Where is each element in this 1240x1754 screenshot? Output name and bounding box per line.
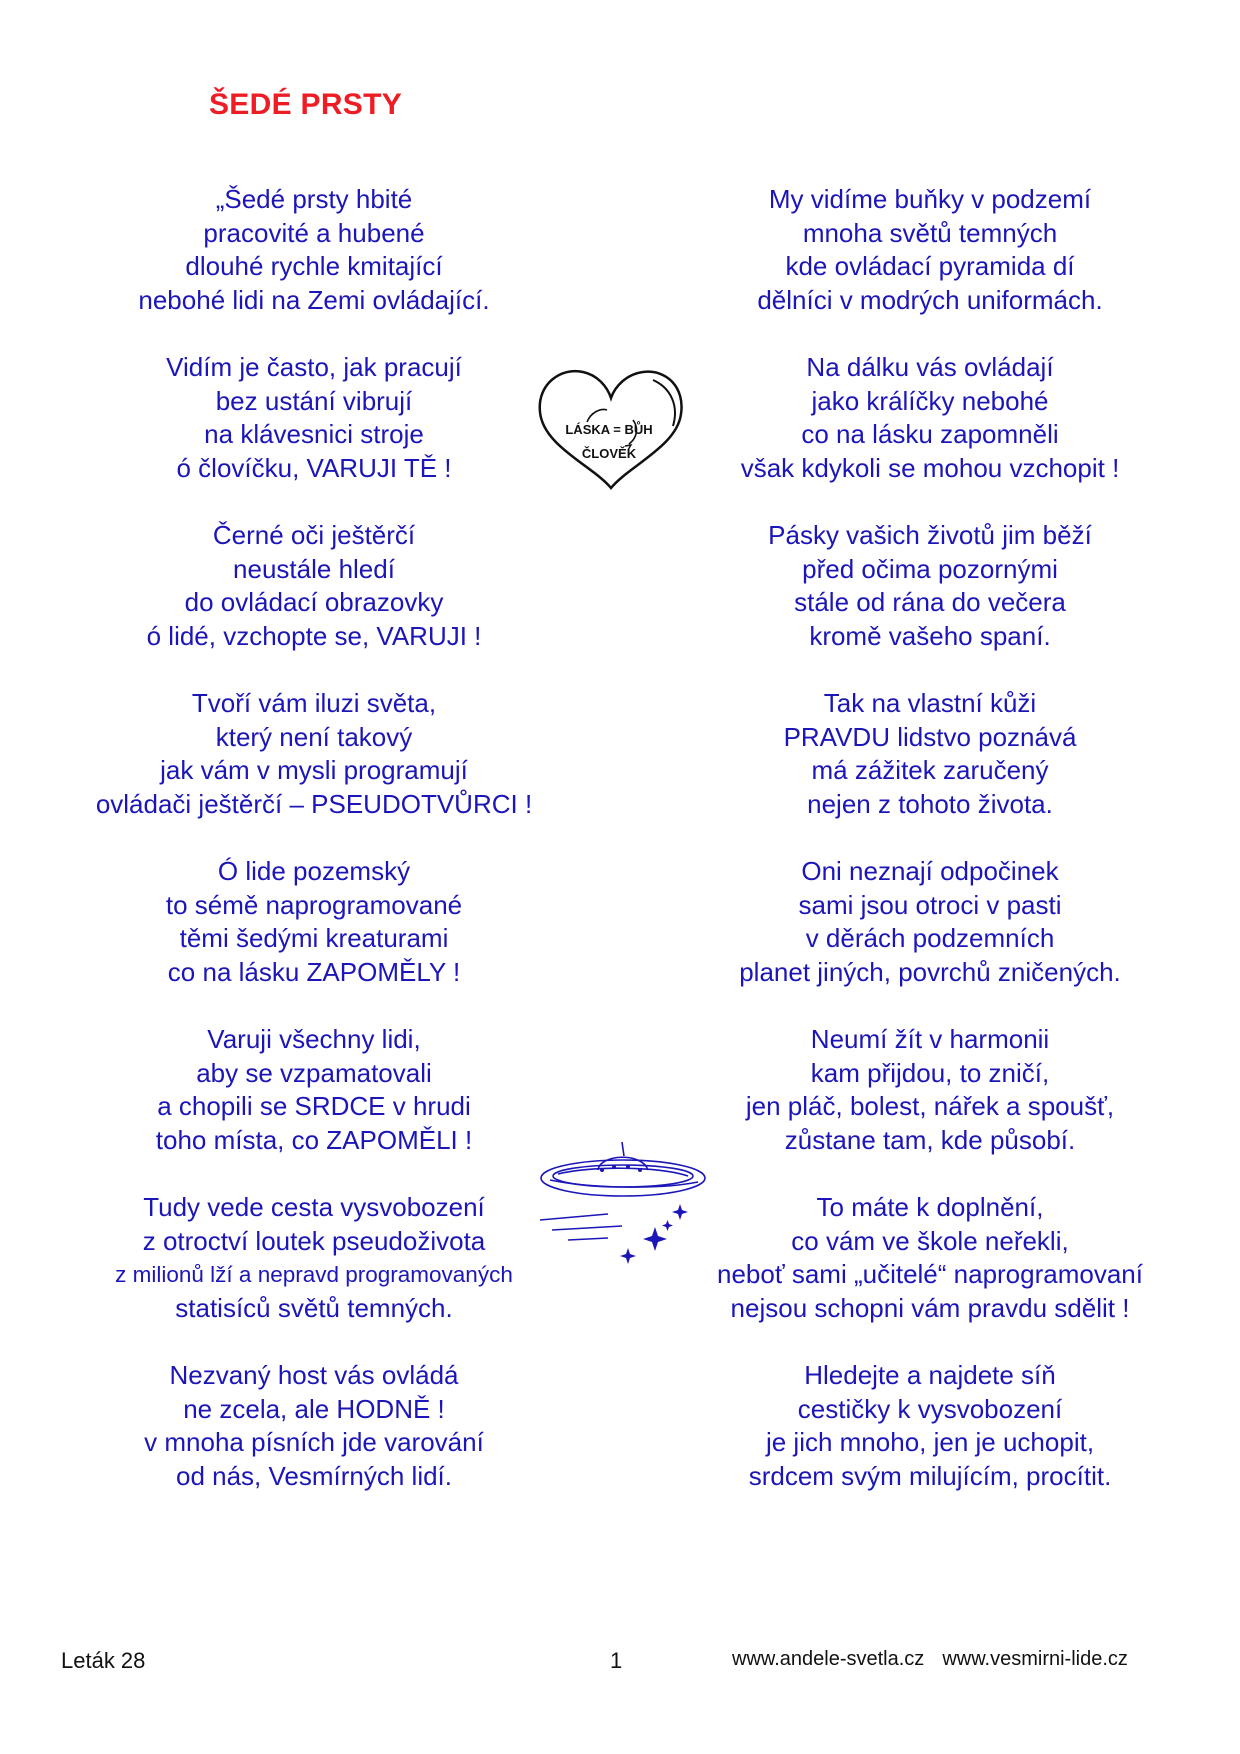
poem-line: zůstane tam, kde působí. bbox=[784, 1124, 1076, 1155]
poem-line: je jich mnoho, jen je uchopit, bbox=[765, 1427, 1095, 1457]
heart-badge-top: LÁSKA = BŮH bbox=[565, 422, 653, 437]
page-number: 1 bbox=[610, 1648, 623, 1673]
poem-line: statisíců světů temných. bbox=[175, 1292, 453, 1323]
poem-left-column bbox=[64, 183, 564, 1527]
poem-line: Černé oči ještěrčí bbox=[212, 520, 416, 550]
heart-icon bbox=[535, 362, 687, 492]
poem-line: Neumí žít v harmonii bbox=[810, 1024, 1050, 1054]
poem-line: Varuji všechny lidi, bbox=[207, 1024, 421, 1054]
poem-line: „Šedé prsty hbité bbox=[215, 184, 413, 214]
stanza bbox=[680, 183, 1180, 351]
poem-line: Oni neznají odpočinek bbox=[801, 856, 1059, 886]
poem-line: před očima pozornými bbox=[802, 553, 1058, 584]
heart-badge-bottom: ČLOVĚK bbox=[581, 446, 637, 461]
poem-line: neustále hledí bbox=[233, 553, 395, 584]
stanza bbox=[64, 1359, 564, 1527]
stanza bbox=[64, 351, 564, 519]
poem-line: Hledejte a najdete síň bbox=[804, 1360, 1056, 1390]
poem-line: to sémě naprogramované bbox=[165, 889, 463, 920]
poem-line: nejen z tohoto života. bbox=[807, 788, 1053, 819]
poem-line: cestičky k vysvobození bbox=[797, 1393, 1063, 1424]
leaflet-number: Leták 28 bbox=[61, 1648, 146, 1673]
poem-line: Pásky vašich životů jim běží bbox=[768, 520, 1092, 550]
poem-line: stále od rána do večera bbox=[794, 587, 1066, 617]
poem-line: jen pláč, bolest, nářek a spoušť, bbox=[745, 1091, 1115, 1121]
poem-line: Tak na vlastní kůži bbox=[823, 688, 1037, 718]
poem-line: mnoha světů temných bbox=[802, 217, 1058, 248]
poem-line: a chopili se SRDCE v hrudi bbox=[157, 1091, 471, 1121]
poem-line: jako králíčky nebohé bbox=[811, 385, 1049, 416]
poem-line: kromě vašeho spaní. bbox=[809, 620, 1051, 651]
poem-line: neboť sami „učitelé“ naprogramovaní bbox=[717, 1259, 1143, 1289]
footer-websites bbox=[732, 1648, 1128, 1671]
stanza bbox=[64, 1191, 564, 1359]
poem-line: na klávesnici stroje bbox=[204, 419, 424, 449]
ufo-icon bbox=[538, 1140, 708, 1270]
stanza bbox=[64, 687, 564, 855]
poem-line: Na dálku vás ovládají bbox=[806, 352, 1054, 382]
poem-line: v děrách podzemních bbox=[805, 923, 1055, 953]
poem-right-column bbox=[680, 183, 1180, 1527]
poem-line: kde ovládací pyramida dí bbox=[785, 251, 1075, 281]
poem-line: nebohé lidi na Zemi ovládající. bbox=[138, 284, 490, 315]
page-title: ŠEDÉ PRSTY bbox=[209, 88, 403, 121]
poem-line: To máte k doplnění, bbox=[816, 1192, 1044, 1222]
stanza bbox=[680, 1023, 1180, 1191]
stanza bbox=[680, 351, 1180, 519]
poem-line: z otroctví loutek pseudoživota bbox=[142, 1225, 486, 1256]
stanza bbox=[680, 519, 1180, 687]
poem-line: dělníci v modrých uniformách. bbox=[757, 284, 1103, 315]
stanza bbox=[680, 1359, 1180, 1527]
poem-line: ne zcela, ale HODNĚ ! bbox=[183, 1393, 445, 1424]
poem-line: toho místa, co ZAPOMĚLI ! bbox=[155, 1124, 473, 1155]
website-link-andele-svetla[interactable]: www.andele-svetla.cz bbox=[732, 1648, 925, 1670]
poem-line: od nás, Vesmírných lidí. bbox=[175, 1460, 453, 1491]
poem-line: My vidíme buňky v podzemí bbox=[768, 184, 1092, 214]
poem-line: Tudy vede cesta vysvobození bbox=[143, 1192, 485, 1222]
stanza bbox=[64, 519, 564, 687]
poem-line: ovládači ještěrčí – PSEUDOTVŮRCI ! bbox=[95, 788, 533, 819]
poem-line: Ó lide pozemský bbox=[217, 856, 411, 886]
poem-line: má zážitek zaručený bbox=[811, 755, 1049, 785]
poem-line: dlouhé rychle kmitající bbox=[185, 251, 443, 281]
stanza bbox=[64, 855, 564, 1023]
poem-line: v mnoha písních jde varování bbox=[144, 1427, 484, 1457]
poem-line: kam přijdou, to zničí, bbox=[810, 1057, 1050, 1088]
poem-line: ó človíčku, VARUJI TĚ ! bbox=[176, 452, 452, 483]
poem-line: těmi šedými kreaturami bbox=[179, 923, 449, 953]
poem-line: co vám ve škole neřekli, bbox=[791, 1225, 1069, 1256]
stanza bbox=[64, 1023, 564, 1191]
poem-line: planet jiných, povrchů zničených. bbox=[739, 956, 1121, 987]
poem-line: co na lásku zapomněli bbox=[801, 419, 1059, 449]
stanza bbox=[680, 855, 1180, 1023]
poem-line: sami jsou otroci v pasti bbox=[798, 889, 1062, 920]
poem-line: pracovité a hubené bbox=[203, 217, 425, 248]
poem-line: Vidím je často, jak pracují bbox=[166, 352, 462, 382]
poem-line: bez ustání vibrují bbox=[215, 385, 413, 416]
poem-line: z milionů lží a nepravd programovaných bbox=[115, 1262, 513, 1287]
poem-line: nejsou schopni vám pravdu sdělit ! bbox=[730, 1292, 1130, 1323]
stanza bbox=[64, 183, 564, 351]
poem-line: PRAVDU lidstvo poznává bbox=[783, 721, 1077, 752]
poem-line: Tvoří vám iluzi světa, bbox=[191, 688, 437, 718]
poem-line: do ovládací obrazovky bbox=[184, 587, 444, 617]
poem-line: jak vám v mysli programují bbox=[160, 755, 468, 785]
poem-line: co na lásku ZAPOMĚLY ! bbox=[167, 956, 461, 987]
stanza bbox=[680, 1191, 1180, 1359]
poem-line: aby se vzpamatovali bbox=[196, 1057, 432, 1088]
poem-line: však kdykoli se mohou vzchopit ! bbox=[740, 452, 1120, 483]
poem-line: srdcem svým milujícím, procítit. bbox=[748, 1460, 1112, 1491]
poem-line: Nezvaný host vás ovládá bbox=[169, 1360, 459, 1390]
poem-line: který není takový bbox=[215, 721, 413, 752]
website-link-vesmirni-lide[interactable]: www.vesmirni-lide.cz bbox=[942, 1648, 1128, 1670]
stanza bbox=[680, 687, 1180, 855]
poem-line: ó lidé, vzchopte se, VARUJI ! bbox=[146, 620, 482, 651]
